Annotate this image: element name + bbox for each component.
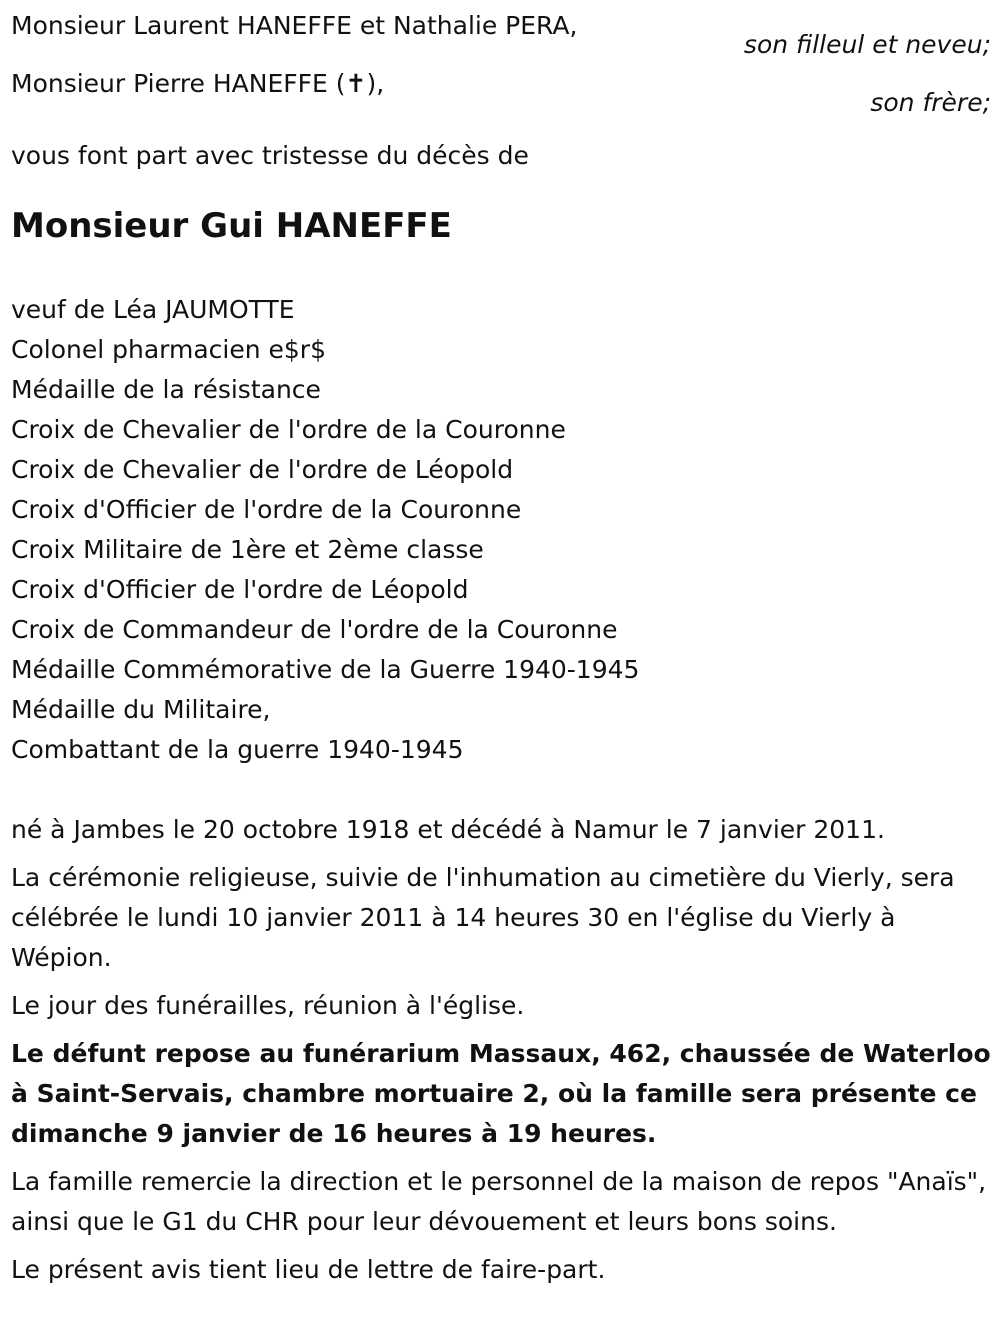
title-item: Médaille Commémorative de la Guerre 1940-1945: [11, 655, 640, 684]
death-notice: [11, 0, 991, 1290]
title-item: veuf de Léa JAUMOTTE: [11, 295, 295, 324]
title-item: Croix d'Officier de l'ordre de Léopold: [11, 575, 469, 604]
titles-list: [11, 290, 991, 770]
ceremony-text: La cérémonie religieuse, suivie de l'inhumation au cimetière du Vierly, sera célébrée le lundi 10 janvier 2011 à 14 heures 30 en l'église du Vierly à Wépion.: [11, 863, 955, 972]
deceased-name: Monsieur Gui HANEFFE: [11, 206, 452, 246]
repose-text: Le défunt repose au funérarium Massaux, 462, chaussée de Waterloo à Saint-Servais, chambre mortuaire 2, où la famille sera présente ce dimanche 9 janvier de 16 heures à 19 heures.: [11, 1039, 991, 1148]
title-item: Croix de Commandeur de l'ordre de la Couronne: [11, 615, 618, 644]
thanks-text: La famille remercie la direction et le personnel de la maison de repos "Anaïs", ainsi que le G1 du CHR pour leur dévouement et leurs bons soins.: [11, 1167, 987, 1236]
title-item: Médaille du Militaire,: [11, 695, 271, 724]
family-entry: [11, 64, 991, 122]
title-item: Croix de Chevalier de l'ordre de Léopold: [11, 455, 514, 484]
birth-death-text: né à Jambes le 20 octobre 1918 et décédé à Namur le 7 janvier 2011.: [11, 815, 885, 844]
reunion-text: Le jour des funérailles, réunion à l'église.: [11, 991, 525, 1020]
intro-text: vous font part avec tristesse du décès de: [11, 141, 529, 170]
family-entry: [11, 6, 991, 64]
family-relation: son filleul et neveu;: [743, 30, 991, 59]
title-item: Médaille de la résistance: [11, 375, 321, 404]
notice-text: Le présent avis tient lieu de lettre de faire-part.: [11, 1255, 606, 1284]
title-item: Croix d'Officier de l'ordre de la Couronne: [11, 495, 522, 524]
title-item: Croix Militaire de 1ère et 2ème classe: [11, 535, 484, 564]
title-item: Combattant de la guerre 1940-1945: [11, 735, 464, 764]
title-item: Croix de Chevalier de l'ordre de la Couronne: [11, 415, 566, 444]
title-item: Colonel pharmacien e$r$: [11, 335, 326, 364]
family-name: Monsieur Laurent HANEFFE et Nathalie PERA,: [11, 11, 578, 40]
family-name: Monsieur Pierre HANEFFE (✝),: [11, 69, 385, 98]
family-relation: son frère;: [870, 88, 991, 117]
